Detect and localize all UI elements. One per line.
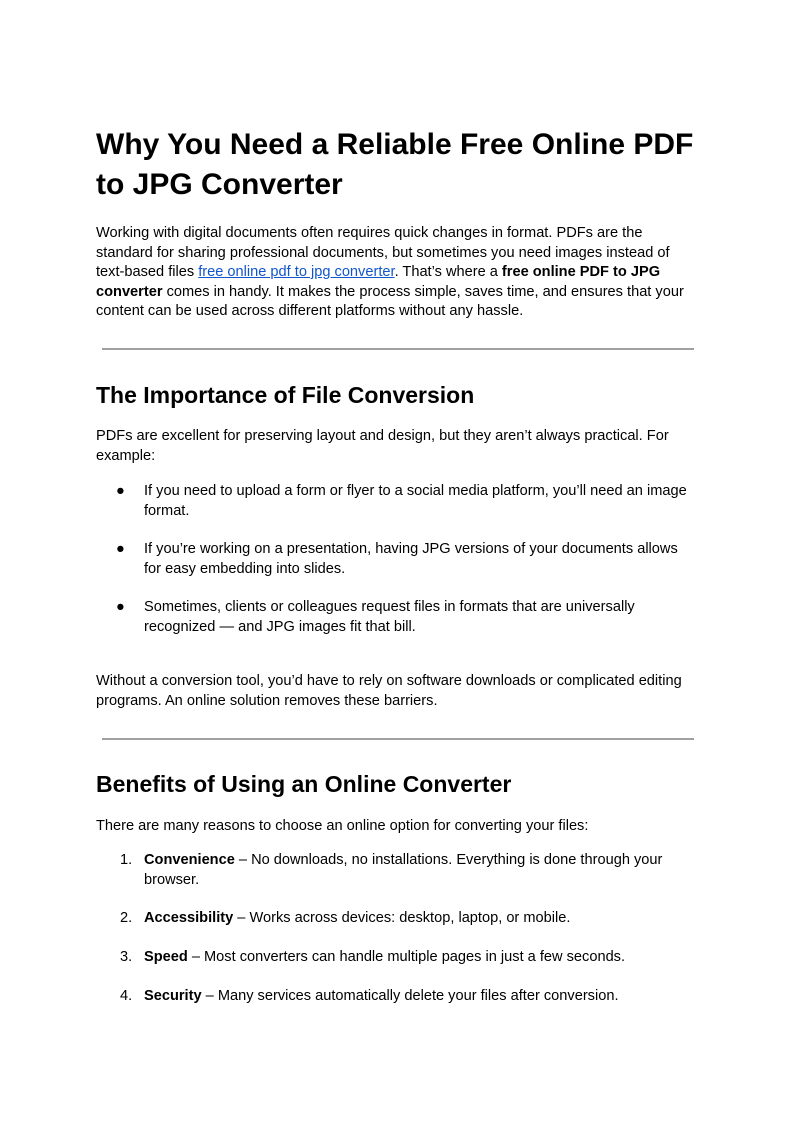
- item-description: – Most converters can handle multiple pages in just a few seconds.: [187, 949, 626, 965]
- item-number: 4.: [120, 988, 133, 1004]
- list-item: [96, 482, 696, 521]
- numbered-item-text: [144, 948, 696, 968]
- intro-text-2: . That’s where a: [394, 264, 502, 280]
- intro-paragraph: [96, 224, 696, 322]
- item-term: Security: [144, 988, 202, 1004]
- divider-1: [102, 348, 694, 350]
- numbered-item-text: [144, 909, 696, 929]
- benefits-lead: There are many reasons to choose an online option for converting your files:: [96, 818, 589, 834]
- section-heading-benefits: Benefits of Using an Online Converter: [96, 771, 512, 797]
- numbered-item-text: [144, 987, 696, 1007]
- list-item: [96, 540, 696, 579]
- item-term: Speed: [144, 949, 188, 965]
- list-item: [96, 598, 696, 637]
- list-item-text: If you need to upload a form or flyer to a social media platform, you’ll need an image format.: [144, 483, 687, 519]
- converter-link[interactable]: free online pdf to jpg converter: [198, 264, 395, 280]
- section-heading-importance: The Importance of File Conversion: [96, 382, 475, 408]
- divider-2: [102, 738, 694, 740]
- item-term: Convenience: [144, 852, 235, 868]
- intro-text-3: comes in handy. It makes the process simple, saves time, and ensures that your content can be used across different platforms without any hassle.: [96, 283, 684, 319]
- bullet-marker: ●: [116, 599, 125, 615]
- intro-bold: free online PDF to JPG converter: [96, 264, 661, 300]
- numbered-item: [96, 948, 696, 968]
- importance-lead: PDFs are excellent for preserving layout and design, but they aren’t always practical. For example:: [96, 428, 669, 464]
- intro-text-1: Working with digital documents often requires quick changes in format. PDFs are the standard for sharing professional documents, but sometimes you need images instead of text-based files: [96, 225, 670, 280]
- numbered-item: [96, 851, 696, 890]
- bullet-marker: ●: [116, 483, 125, 499]
- item-description: – Works across devices: desktop, laptop, or mobile.: [233, 910, 571, 926]
- numbered-item: [96, 909, 696, 929]
- importance-closing: Without a conversion tool, you’d have to rely on software downloads or complicated editing programs. An online solution removes these barriers.: [96, 673, 682, 709]
- list-item-text: If you’re working on a presentation, having JPG versions of your documents allows for easy embedding into slides.: [144, 541, 678, 577]
- page-title: Why You Need a Reliable Free Online PDF to JPG Converter: [96, 128, 694, 201]
- list-item-text: Sometimes, clients or colleagues request files in formats that are universally recognized — and JPG images fit that bill.: [144, 599, 635, 635]
- item-description: – Many services automatically delete your files after conversion.: [201, 988, 619, 1004]
- item-number: 3.: [120, 949, 133, 965]
- item-term: Accessibility: [144, 910, 234, 926]
- bullet-marker: ●: [116, 541, 125, 557]
- item-number: 1.: [120, 852, 133, 868]
- item-description: – No downloads, no installations. Everything is done through your browser.: [144, 852, 663, 888]
- numbered-item-text: [144, 851, 696, 890]
- numbered-item: [96, 987, 696, 1007]
- item-number: 2.: [120, 910, 133, 926]
